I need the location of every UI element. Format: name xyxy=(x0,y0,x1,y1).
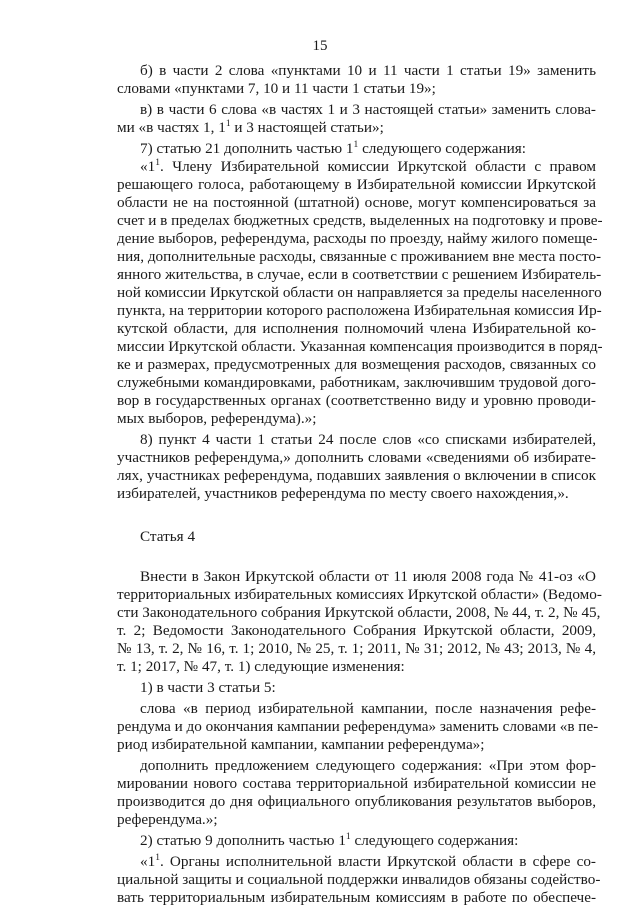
text-line xyxy=(117,194,596,212)
text-line xyxy=(117,302,602,320)
text-line xyxy=(117,736,596,754)
text-segment: дополнить предложением следующего содержания: «При этом фор- xyxy=(140,757,596,774)
text-line xyxy=(117,604,601,622)
text-line xyxy=(117,871,601,889)
superscript: 1 xyxy=(225,119,231,129)
text-segment: 1) в части 3 статьи 5: xyxy=(140,679,276,696)
text-segment: циальной защиты и социальной поддержки инвалидов обязаны содейство- xyxy=(117,871,601,888)
text-line xyxy=(140,101,596,119)
superscript: 1 xyxy=(155,158,160,168)
text-segment: б) в части 2 слова «пунктами 10 и 11 части 1 статьи 19» заменить xyxy=(140,62,596,79)
text-segment: ке и размерах, предусмотренных для возмещения расходов, связанных со xyxy=(117,356,596,373)
text-segment: избирателей, участников референдума по месту своего нахождения,». xyxy=(117,485,569,502)
text-segment: в) в части 6 слова «в частях 1 и 3 настоящей статьи» заменить слова- xyxy=(140,101,596,118)
text-segment: риод избирательной кампании, кампании референдума»; xyxy=(117,736,485,753)
text-line xyxy=(140,853,596,871)
text-line xyxy=(140,158,596,176)
text-segment: Статья 4 xyxy=(140,528,196,545)
text-segment: производится до дня официального опубликования результатов выборов, xyxy=(117,793,596,810)
text-line xyxy=(140,528,596,546)
text-segment: т. 2; Ведомости Законодательного Собрания Иркутской области, 2009, xyxy=(117,622,596,639)
text-line xyxy=(117,338,603,356)
text-segment: «1 xyxy=(140,158,156,175)
text-segment: лях, участниках референдума, подавших заявления о включении в список xyxy=(117,467,596,484)
text-segment: рендума и до окончания кампании референдума» заменить словами «в пе- xyxy=(117,718,599,735)
text-segment: 8) пункт 4 части 1 статьи 24 после слов «со списками избирателей, xyxy=(140,431,596,448)
superscript: 1 xyxy=(155,853,160,863)
text-line xyxy=(117,640,596,658)
text-line xyxy=(117,658,596,676)
text-segment: Внести в Закон Иркутской области от 11 июля 2008 года № 41-оз «О xyxy=(140,568,596,585)
text-segment: служебными командировками, работникам, заключившим трудовой дого- xyxy=(117,374,596,391)
text-segment: «1 xyxy=(140,853,156,870)
text-segment: 2) статью 9 дополнить частью 1 xyxy=(140,832,346,849)
text-line xyxy=(140,757,596,775)
text-segment: т. 1; 2017, № 47, т. 1) следующие изменения: xyxy=(117,658,405,675)
text-line xyxy=(117,775,596,793)
text-line xyxy=(117,374,596,392)
text-segment: территориальных избирательных комиссиях Иркутской области» (Ведомо- xyxy=(117,586,602,603)
text-line xyxy=(140,679,596,697)
text-line xyxy=(117,889,596,907)
text-segment: решающего голоса, работающему в Избирательной комиссии Иркутской xyxy=(117,176,596,193)
text-segment: ми «в частях 1, 1 xyxy=(117,119,226,136)
text-line xyxy=(117,467,596,485)
superscript: 1 xyxy=(345,832,351,842)
text-line xyxy=(140,832,596,850)
page-number: 15 xyxy=(312,38,328,54)
text-line xyxy=(117,485,596,503)
text-line xyxy=(117,622,596,640)
text-line xyxy=(117,248,602,266)
text-line xyxy=(140,431,596,449)
text-segment: пункта, на территории которого расположена Избирательная комиссия Ир- xyxy=(117,302,602,319)
text-line xyxy=(117,586,602,604)
text-segment: счет и в пределах бюджетных средств, выделенных на подготовку и прове- xyxy=(117,212,603,229)
text-line xyxy=(117,212,603,230)
text-line xyxy=(117,320,596,338)
text-line xyxy=(117,284,602,302)
text-line xyxy=(140,140,596,158)
text-segment: референдума.»; xyxy=(117,811,218,828)
text-segment: мых выборов, референдума).»; xyxy=(117,410,317,427)
text-segment: вор в государственных органах (соответственно виду и уровню проводи- xyxy=(117,392,596,409)
text-segment: янного жительства, в случае, если в соответствии с решением Избиратель- xyxy=(117,266,602,283)
text-segment: вать территориальным избирательным комиссиям в работе по обеспече- xyxy=(117,889,596,906)
text-segment: . Органы исполнительной власти Иркутской области в сфере со- xyxy=(159,853,596,870)
superscript: 1 xyxy=(353,140,359,150)
text-segment: и 3 настоящей статьи»; xyxy=(230,119,384,136)
text-segment: дение выборов, референдума, расходы по проезду, найму жилого помеще- xyxy=(117,230,598,247)
text-segment: области не на постоянной (штатной) основе, могут компенсироваться за xyxy=(117,194,596,211)
text-segment: ния, дополнительные расходы, связанные с проживанием вне места посто- xyxy=(117,248,602,265)
text-segment: слова «в период избирательной кампании, после назначения рефе- xyxy=(140,700,596,717)
text-line xyxy=(140,62,596,80)
text-line xyxy=(117,356,596,374)
text-segment: следующего содержания: xyxy=(350,832,519,849)
text-segment: мировании нового состава территориальной избирательной комиссии не xyxy=(117,775,596,792)
text-segment: ной комиссии Иркутской области он направляется за пределы населенного xyxy=(117,284,602,301)
text-segment: кутской области, для исполнения полномочий члена Избирательной ко- xyxy=(117,320,596,337)
text-segment: миссии Иркутской области. Указанная компенсация производится в поряд- xyxy=(117,338,603,355)
text-segment: № 13, т. 2, № 16, т. 1; 2010, № 25, т. 1; 2011, № 31; 2012, № 43; 2013, № 4, xyxy=(117,640,596,657)
text-segment: следующего содержания: xyxy=(358,140,526,157)
text-segment: сти Законодательного собрания Иркутской области, 2008, № 44, т. 2, № 45, xyxy=(117,604,601,621)
text-line xyxy=(117,410,596,428)
text-line xyxy=(117,392,596,410)
text-line xyxy=(117,793,596,811)
text-line xyxy=(140,700,596,718)
text-line xyxy=(117,230,596,248)
text-line xyxy=(140,568,596,586)
text-segment: . Члену Избирательной комиссии Иркутской области с правом xyxy=(159,158,596,175)
text-line xyxy=(117,266,602,284)
text-line xyxy=(117,80,596,98)
text-line xyxy=(117,119,596,137)
text-segment: 7) статью 21 дополнить частью 1 xyxy=(140,140,354,157)
text-segment: словами «пунктами 7, 10 и 11 части 1 статьи 19»; xyxy=(117,80,436,97)
text-line xyxy=(117,718,599,736)
text-line xyxy=(117,811,596,829)
text-line xyxy=(117,176,596,194)
text-line xyxy=(117,449,596,467)
text-segment: участников референдума,» дополнить словами «сведениями об избирате- xyxy=(117,449,596,466)
